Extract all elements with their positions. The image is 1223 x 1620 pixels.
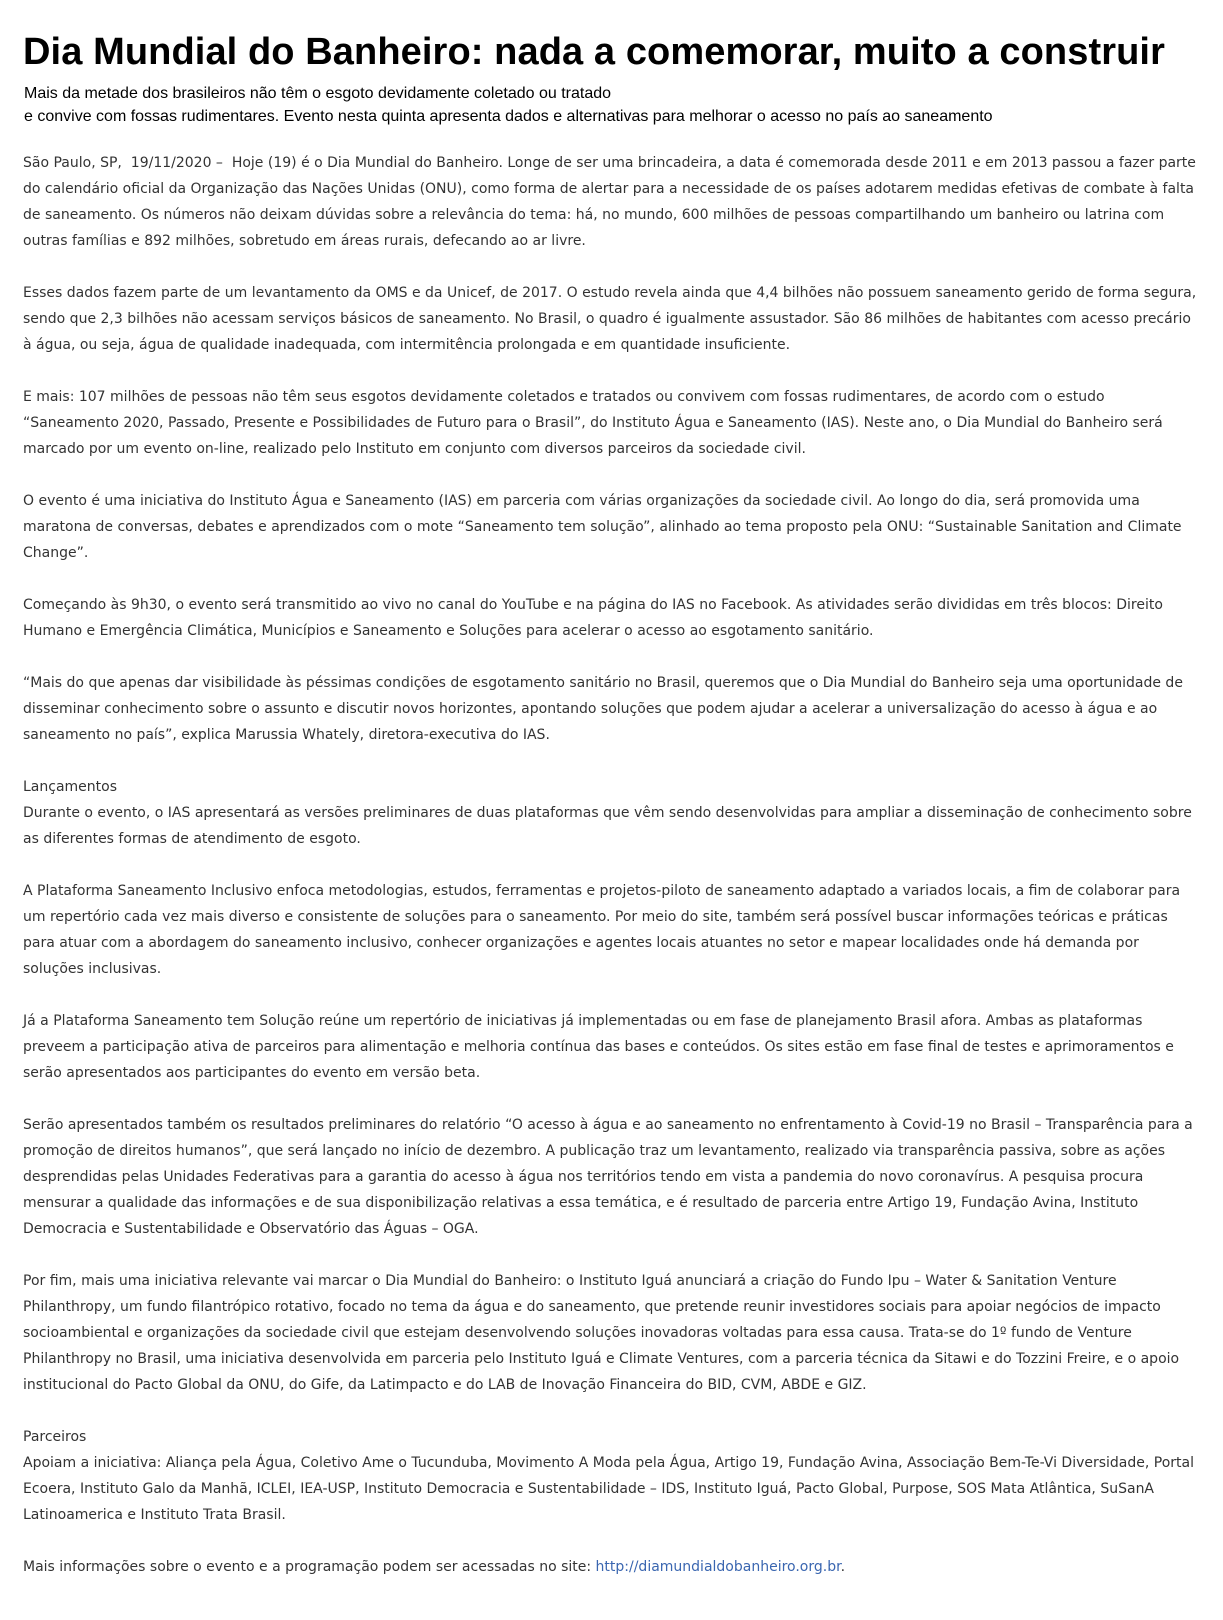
site-link[interactable]: http://diamundialdobanheiro.org.br [595, 1559, 841, 1575]
article [23, 28, 1203, 1606]
paragraph-1-text: Hoje (19) é o Dia Mundial do Banheiro. Longe de ser uma brincadeira, a data é comemorada desde 2011 e em 2013 passou a fazer parte do calendário oficial da Organização das Nações Unidas (ONU), como forma de alertar para a necessidade de os países adotarem medidas efetivas de combate à falta de saneamento. Os números não deixam dúvidas sobre a relevância do tema: há, no mundo, 600 milhões de pessoas compartilhando um banheiro ou latrina com outras famílias e 892 milhões, sobretudo em áreas rurais, defecando ao ar livre. [23, 155, 1196, 249]
paragraph-13 [23, 1554, 1203, 1580]
subtitle-line-2: e convive com fossas rudimentares. Evento nesta quinta apresenta dados e alternativas para melhorar o acesso no país ao saneamento [24, 108, 993, 125]
section-lancamentos [23, 774, 1203, 852]
paragraph-7: Durante o evento, o IAS apresentará as versões preliminares de duas plataformas que vêm sendo desenvolvidas para ampliar a disseminação de conhecimento sobre as diferentes formas de atendimento de esgoto. [23, 805, 1192, 847]
article-body [23, 150, 1203, 1580]
paragraph-13-end: . [840, 1559, 846, 1575]
article-subtitle [24, 82, 1203, 128]
paragraph-3: E mais: 107 milhões de pessoas não têm seus esgotos devidamente coletados e tratados ou convivem com fossas rudimentares, de acordo com o estudo “Saneamento 2020, Passado, Presente e Possibilidades de Futuro para o Brasil”, do Instituto Água e Saneamento (IAS). Neste ano, o Dia Mundial do Banheiro será marcado por um evento on-line, realizado pelo Instituto em conjunto com diversos parceiros da sociedade civil. [23, 389, 1163, 457]
paragraph-9: Já a Plataforma Saneamento tem Solução reúne um repertório de iniciativas já implementadas ou em fase de planejamento Brasil afora. Ambas as plataformas preveem a participação ativa de parceiros para alimentação e melhoria contínua das bases e conteúdos. Os sites estão em fase final de testes e aprimoramentos e serão apresentados aos participantes do evento em versão beta. [23, 1013, 1174, 1081]
paragraph-12: Apoiam a iniciativa: Aliança pela Água, Coletivo Ame o Tucunduba, Movimento A Moda pela Água, Artigo 19, Fundação Avina, Associação Bem-Te-Vi Diversidade, Portal Ecoera, Instituto Galo da Manhã, ICLEI, IEA-USP, Instituto Democracia e Sustentabilidade – IDS, Instituto Iguá, Pacto Global, Purpose, SOS Mata Atlântica, SuSanA Latinoamerica e Instituto Trata Brasil. [23, 1455, 1195, 1523]
subtitle-line-1: Mais da metade dos brasileiros não têm o esgoto devidamente coletado ou tratado [24, 85, 612, 102]
paragraph-11: Por fim, mais uma iniciativa relevante vai marcar o Dia Mundial do Banheiro: o Instituto Iguá anunciará a criação do Fundo Ipu – Water & Sanitation Venture Philanthropy, um fundo filantrópico rotativo, focado no tema da água e do saneamento, que pretende reunir investidores sociais para apoiar negócios de impacto socioambiental e organizações da sociedade civil que estejam desenvolvendo soluções inovadoras voltadas para essa causa. Trata-se do 1º fundo de Venture Philanthropy no Brasil, uma iniciativa desenvolvida em parceria pelo Instituto Iguá e Climate Ventures, com a parceria técnica da Sitawi e do Tozzini Freire, e o apoio institucional do Pacto Global da ONU, do Gife, da Latimpacto e do LAB de Inovação Financeira do BID, CVM, ABDE e GIZ. [23, 1273, 1180, 1393]
paragraph-13-text: Mais informações sobre o evento e a programação podem ser acessadas no site: [23, 1559, 596, 1575]
paragraph-6: “Mais do que apenas dar visibilidade às péssimas condições de esgotamento sanitário no Brasil, queremos que o Dia Mundial do Banheiro seja uma oportunidade de disseminar conhecimento sobre o assunto e discutir novos horizontes, apontando soluções que podem ajudar a acelerar a universalização do acesso à água e ao saneamento no país”, explica Marussia Whately, diretora-executiva do IAS. [23, 675, 1183, 743]
paragraph-4: O evento é uma iniciativa do Instituto Água e Saneamento (IAS) em parceria com várias organizações da sociedade civil. Ao longo do dia, será promovida uma maratona de conversas, debates e aprendizados com o mote “Saneamento tem solução”, alinhado ao tema proposto pela ONU: “Sustainable Sanitation and Climate Change”. [23, 493, 1182, 561]
paragraph-1 [23, 150, 1203, 254]
heading-parceiros: Parceiros [23, 1429, 87, 1445]
paragraph-8: A Plataforma Saneamento Inclusivo enfoca metodologias, estudos, ferramentas e projetos-piloto de saneamento adaptado a variados locais, a fim de colaborar para um repertório cada vez mais diverso e consistente de soluções para o saneamento. Por meio do site, também será possível buscar informações teóricas e práticas para atuar com a abordagem do saneamento inclusivo, conhecer organizações e agentes locais atuantes no setor e mapear localidades onde há demanda por soluções inclusivas. [23, 883, 1181, 977]
section-parceiros [23, 1424, 1203, 1528]
paragraph-5: Começando às 9h30, o evento será transmitido ao vivo no canal do YouTube e na página do IAS no Facebook. As atividades serão divididas em três blocos: Direito Humano e Emergência Climática, Municípios e Saneamento e Soluções para acelerar o acesso ao esgotamento sanitário. [23, 597, 1163, 639]
paragraph-2: Esses dados fazem parte de um levantamento da OMS e da Unicef, de 2017. O estudo revela ainda que 4,4 bilhões não possuem saneamento gerido de forma segura, sendo que 2,3 bilhões não acessam serviços básicos de saneamento. No Brasil, o quadro é igualmente assustador. São 86 milhões de habitantes com acesso precário à água, ou seja, água de qualidade inadequada, com intermitência prolongada e em quantidade insuficiente. [23, 285, 1197, 353]
heading-lancamentos: Lançamentos [23, 779, 118, 795]
paragraph-10: Serão apresentados também os resultados preliminares do relatório “O acesso à água e ao saneamento no enfrentamento à Covid-19 no Brasil – Transparência para a promoção de direitos humanos”, que será lançado no início de dezembro. A publicação traz um levantamento, realizado via transparência passiva, sobre as ações desprendidas pelas Unidades Federativas para a garantia do acesso à água nos territórios tendo em vista a pandemia do novo coronavírus. A pesquisa procura mensurar a qualidade das informações e de sua disponibilização relativas a essa temática, e é resultado de parceria entre Artigo 19, Fundação Avina, Instituto Democracia e Sustentabilidade e Observatório das Águas – OGA. [23, 1117, 1193, 1237]
dateline: São Paulo, SP, 19/11/2020 – [23, 155, 232, 171]
article-title: Dia Mundial do Banheiro: nada a comemorar, muito a construir [23, 31, 1165, 73]
